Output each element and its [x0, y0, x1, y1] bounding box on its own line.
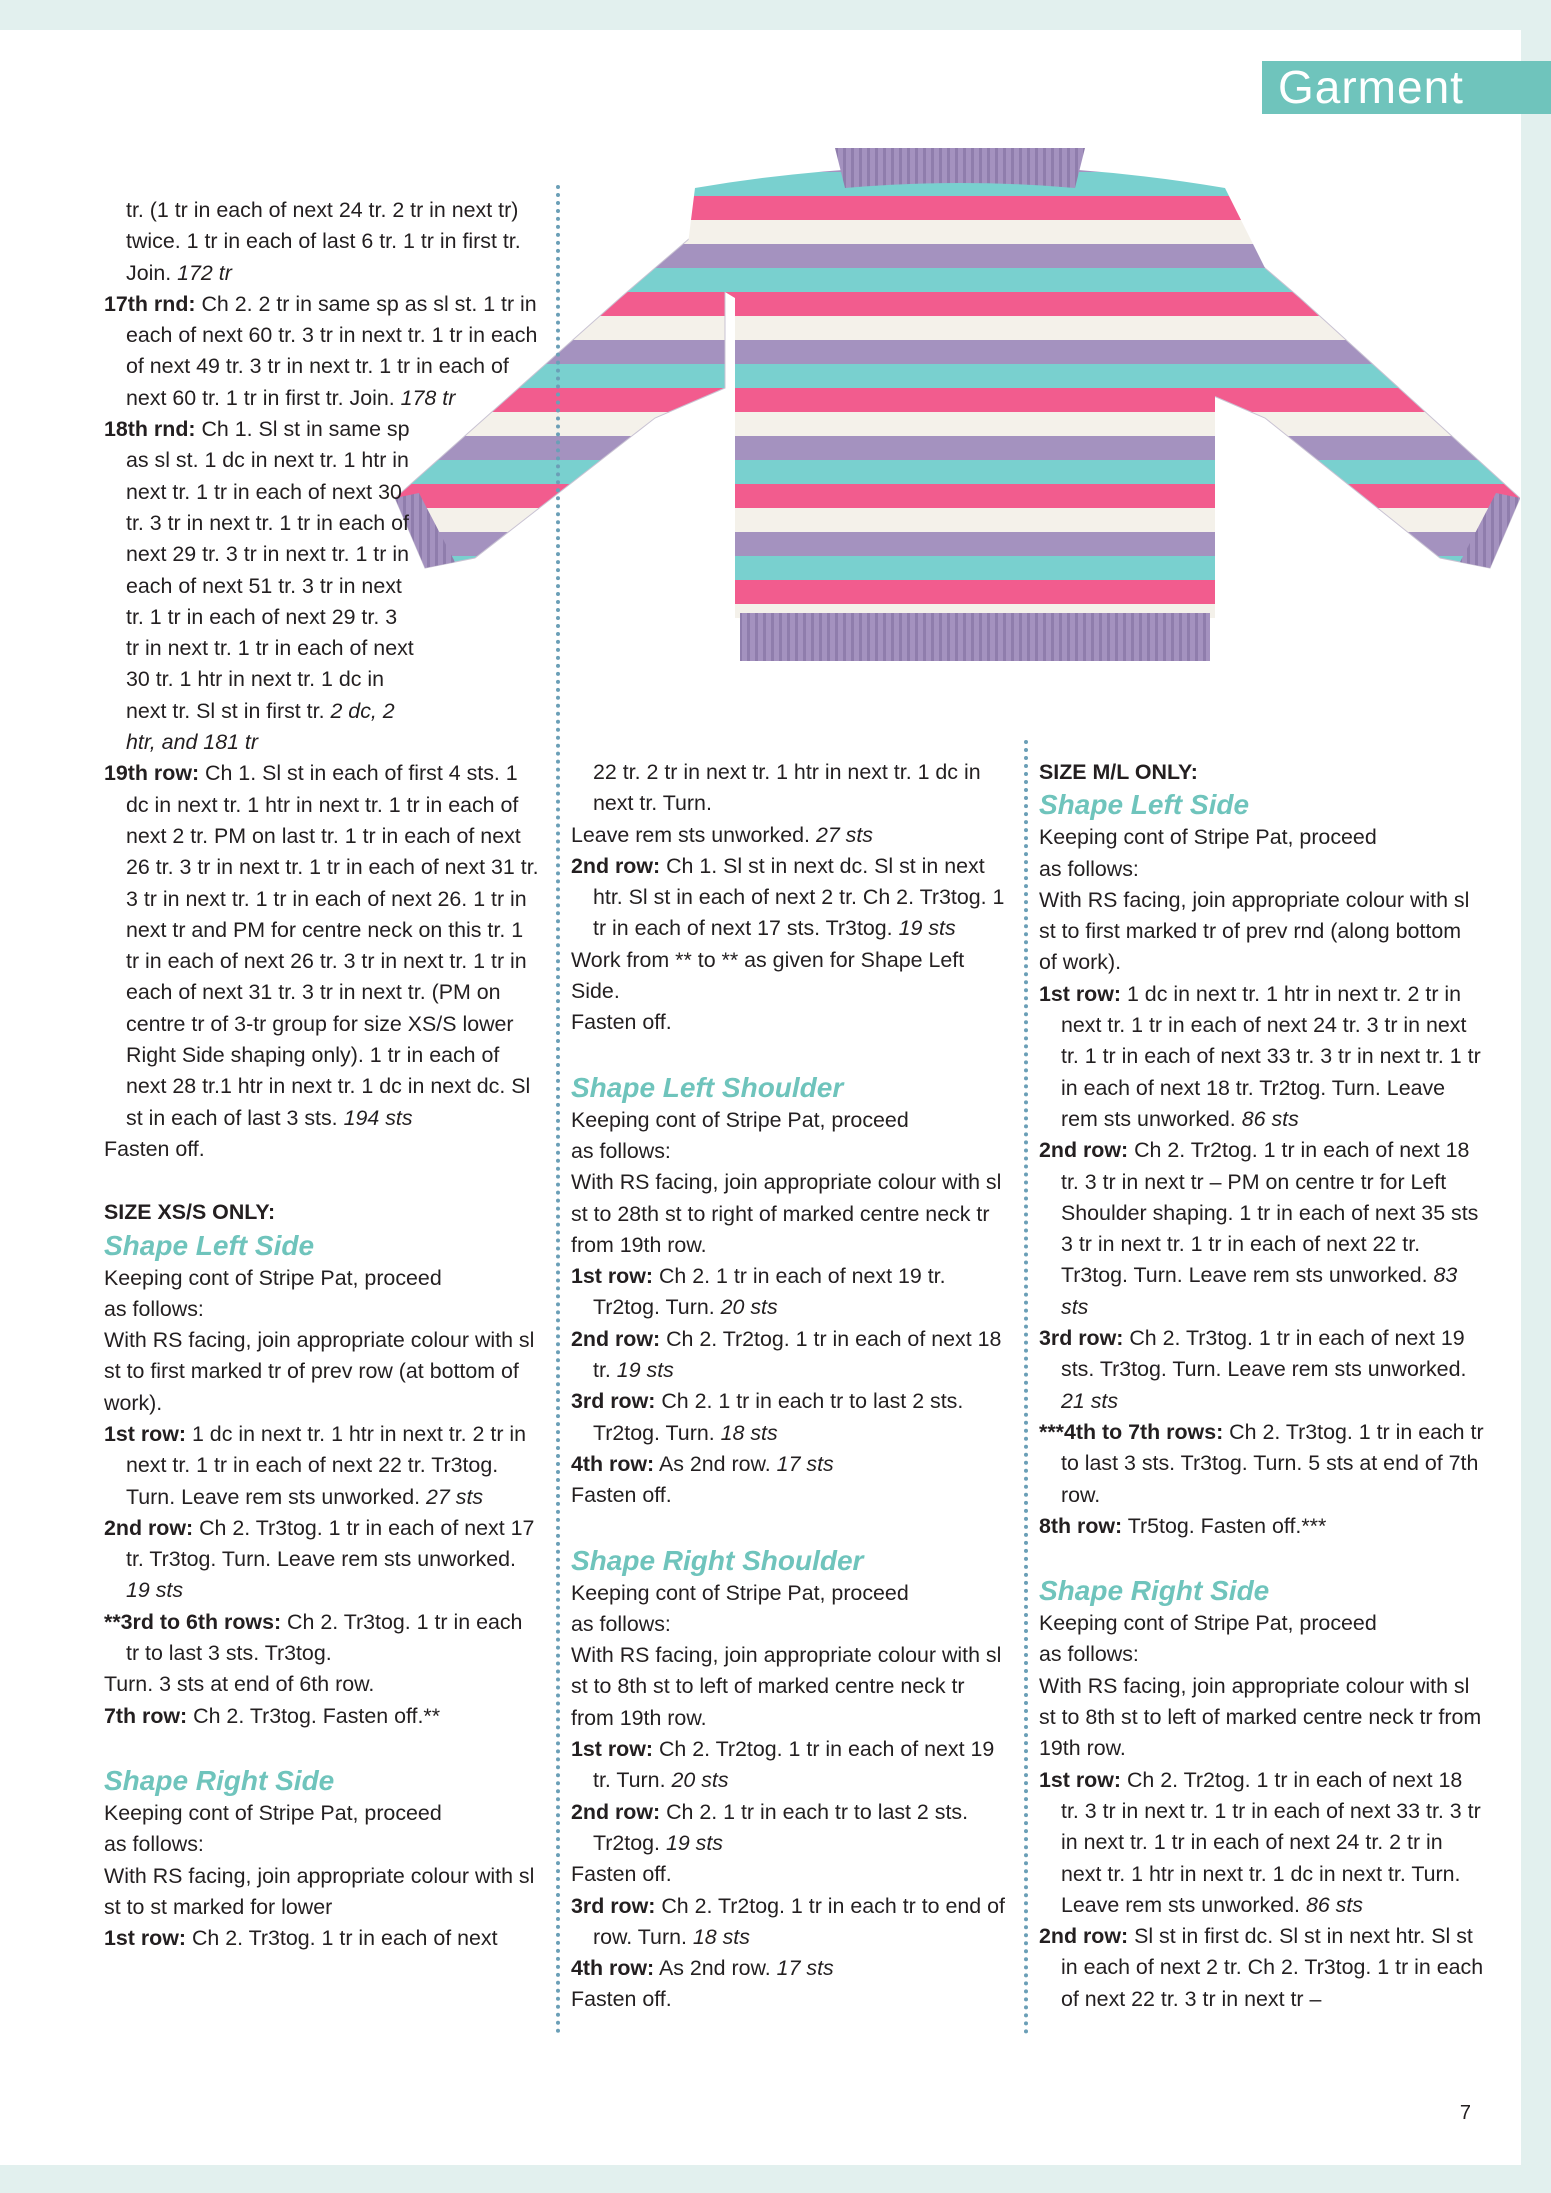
- stitch-count: 27 sts: [426, 1484, 484, 1509]
- instruction-row: [571, 1261, 1009, 1324]
- instruction-row: [104, 1513, 541, 1607]
- row-label: 1st row:: [104, 1926, 187, 1951]
- instruction-row: [571, 1449, 1009, 1480]
- text-span: Ch 1. Sl st in same sp as sl st. 1 dc in next tr. 1 htr in next tr. 1 tr in each of next 30 tr. 3 tr in next tr. 1 tr in each of next 29 tr. 3 tr in next tr. 1 tr in each of next 51 tr. 3 tr in next tr. 1 tr in each of next 29 tr. 3 tr in next tr. 1 tr in each of next 30 tr. 1 htr in next tr. 1 dc in next tr. Sl st in first tr.: [126, 417, 414, 723]
- column-1: [104, 195, 541, 1954]
- text-span: Ch 2. Tr3tog. 1 tr in each of next 17 tr. Tr3tog. Turn. Leave rem sts unworked.: [126, 1515, 535, 1572]
- row-label: 18th rnd:: [104, 417, 196, 442]
- instruction-row-19: [104, 758, 541, 1134]
- section-heading: Shape Right Shoulder: [571, 1544, 864, 1576]
- text-span: As 2nd row.: [654, 1451, 771, 1476]
- text-span: Ch 2. Tr2tog. 1 tr in each of next 19 tr. Turn.: [593, 1737, 995, 1793]
- text-span: Ch 2. Tr2tog. 1 tr in each of next 18 tr. 3 tr in next tr – PM on centre tr for Left Shoulder shaping. 1 tr in each of next 35 sts 3 tr in next tr. 1 tr in each of next 22 tr. Tr3tog. Turn. Leave rem sts unworked.: [1061, 1138, 1479, 1288]
- row-label: 19th row:: [104, 761, 200, 786]
- stitch-count: 19 sts: [126, 1578, 184, 1603]
- text-span: Ch 2. Tr3tog. Fasten off.**: [187, 1703, 441, 1728]
- collar: [835, 148, 1085, 188]
- row-label: **3rd to 6th rows:: [104, 1609, 282, 1634]
- text-span: Ch 2. 1 tr in each tr to last 2 sts. Tr2tog.: [593, 1799, 969, 1855]
- sweater-photo: [395, 148, 1520, 663]
- paragraph: as follows:: [571, 1138, 671, 1163]
- waist-ribbing: [740, 613, 1210, 661]
- section-heading: Shape Right Side: [1039, 1575, 1270, 1607]
- paragraph: as follows:: [1039, 856, 1139, 881]
- fasten-off: Fasten off.: [571, 1987, 672, 2012]
- text-span: 1 dc in next tr. 1 htr in next tr. 2 tr in next tr. 1 tr in each of next 24 tr. 3 tr in next tr. 1 tr in each of next 33 tr. 3 tr in next tr. 1 tr in each of next 18 tr. Tr2tog. Turn. Leave rem sts unworked.: [1061, 981, 1481, 1131]
- paragraph: With RS facing, join appropriate colour with sl st to 8th st to left of marked centre neck tr from 19th row.: [571, 1643, 1002, 1730]
- paragraph: Keeping cont of Stripe Pat, proceed: [571, 1580, 909, 1605]
- stitch-count: 19 sts: [665, 1830, 724, 1855]
- stitch-count: 86 sts: [1241, 1106, 1299, 1131]
- text-span: Ch 2. Tr2tog. 1 tr in each of next 18 tr.: [593, 1326, 1002, 1383]
- text-span: Ch 2. Tr2tog. 1 tr in each of next 18 tr. 3 tr in next tr. 1 tr in each of next 33 tr. 3 tr in next tr. 1 tr in each of next 24 tr. 2 tr in next tr. 1 htr in next tr. 1 dc in next tr. Turn. Leave rem sts unworked.: [1061, 1767, 1481, 1917]
- instruction-row: [1039, 1323, 1484, 1417]
- paragraph: With RS facing, join appropriate colour with sl st to first marked tr of prev rnd (along bottom of work).: [1039, 887, 1470, 975]
- instruction-row: [571, 1324, 1009, 1387]
- instruction-row: [571, 851, 1009, 945]
- text-span: Ch 2. 2 tr in same sp as sl st. 1 tr in each of next 60 tr. 3 tr in next tr. 1 tr in each of next 49 tr. 3 tr in next tr. 1 tr in each of next 60 tr. 1 tr in first tr. Join.: [126, 291, 538, 410]
- paragraph: Keeping cont of Stripe Pat, proceed: [1039, 1611, 1377, 1636]
- text-span: Ch 2. 1 tr in each tr to last 2 sts. Tr2tog. Turn.: [593, 1389, 964, 1445]
- row-label: 1st row:: [1039, 981, 1122, 1006]
- stitch-count: 83 sts: [1061, 1263, 1458, 1319]
- column-3: [1039, 757, 1484, 2015]
- paragraph: Keeping cont of Stripe Pat, proceed: [104, 1800, 442, 1825]
- paragraph: as follows:: [571, 1611, 671, 1636]
- instruction-row: [1039, 979, 1484, 1135]
- text-span: Ch 2. Tr3tog. 1 tr in each of next: [186, 1926, 498, 1951]
- paragraph: [571, 820, 1009, 851]
- stitch-count: 178 tr: [400, 385, 456, 410]
- size-heading: SIZE XS/S ONLY:: [104, 1200, 276, 1225]
- spacer: [104, 1732, 541, 1764]
- instruction-row: [571, 1734, 1009, 1797]
- row-label: 4th row:: [571, 1451, 655, 1476]
- text-span: Ch 2. Tr3tog. 1 tr in each tr to last 3 sts. Tr3tog.: [126, 1609, 523, 1666]
- section-tag: Garment: [1262, 61, 1551, 114]
- stitch-count: 27 sts: [815, 822, 874, 847]
- stitch-count: 194 sts: [343, 1105, 413, 1130]
- stitch-count: 19 sts: [616, 1358, 674, 1383]
- stitch-count: 21 sts: [1061, 1388, 1119, 1413]
- row-label: 3rd row:: [571, 1389, 656, 1414]
- row-label: 1st row:: [1039, 1767, 1122, 1792]
- page-number: 7: [1459, 2102, 1471, 2124]
- instruction-row: [104, 1701, 541, 1732]
- section-heading: Shape Left Shoulder: [571, 1071, 844, 1103]
- row-label: 2nd row:: [104, 1515, 194, 1540]
- text-span: Sl st in first dc. Sl st in next htr. Sl st in each of next 2 tr. Ch 2. Tr3tog. 1 tr in each of next 22 tr. 3 tr in next tr –: [1061, 1924, 1484, 2011]
- text-span: 1 dc in next tr. 1 htr in next tr. 2 tr in next tr. 1 tr in each of next 22 tr. Tr3tog. Turn. Leave rem sts unworked.: [126, 1421, 527, 1509]
- fasten-off: Fasten off.: [571, 1862, 672, 1887]
- section-heading: Shape Right Side: [104, 1764, 335, 1796]
- stitch-count: 18 sts: [692, 1924, 750, 1949]
- paragraph: With RS facing, join appropriate colour with sl st to 28th st to right of marked centre neck tr from 19th row.: [571, 1170, 1002, 1257]
- stitch-count: 18 sts: [720, 1420, 778, 1445]
- row-label: ***4th to 7th rows:: [1039, 1419, 1224, 1444]
- section-heading: Shape Left Side: [1039, 789, 1250, 821]
- fasten-off: Fasten off.: [571, 1483, 672, 1508]
- stitch-count: 19 sts: [898, 916, 956, 941]
- column-divider: [556, 185, 560, 2035]
- row-label: 2nd row:: [1039, 1924, 1129, 1949]
- row-label: 7th row:: [104, 1703, 188, 1728]
- text-span: Ch 2. Tr3tog. 1 tr in each tr to last 3 sts. Tr3tog. Turn. 5 sts at end of 7th row.: [1061, 1419, 1484, 1507]
- size-heading: SIZE M/L ONLY:: [1039, 760, 1198, 784]
- stitch-count: 86 sts: [1305, 1892, 1364, 1917]
- paragraph: Keeping cont of Stripe Pat, proceed: [571, 1107, 909, 1132]
- row-label: 2nd row:: [571, 1799, 661, 1824]
- instruction-row: [571, 1797, 1009, 1860]
- paragraph: Keeping cont of Stripe Pat, proceed: [104, 1265, 442, 1290]
- instruction-row: [1039, 1921, 1484, 2015]
- paragraph: as follows:: [104, 1296, 204, 1321]
- column-2: [571, 757, 1009, 2016]
- row-label: 2nd row:: [571, 1326, 661, 1351]
- section-heading: Shape Left Side: [104, 1229, 315, 1261]
- text-span: Ch 1. Sl st in each of first 4 sts. 1 dc in next tr. 1 htr in next tr. 1 tr in each of next 2 tr. PM on last tr. 1 tr in each of next 26 tr. 3 tr in next tr. 1 tr in each of next 31 tr. 3 tr in next tr. 1 tr in each of next 26. 1 tr in next tr and PM for centre neck on this tr. 1 tr in each of next 26 tr. 3 tr in next tr. 1 tr in each of next 31 tr. 3 tr in next tr. (PM on centre tr of 3-tr group for size XS/S lower Right Side shaping only). 1 tr in each of next 28 tr.1 htr in next tr. 1 dc in next dc. Sl st in each of last 3 sts.: [126, 761, 539, 1130]
- stitch-count: 172 tr: [177, 260, 232, 285]
- spacer: [1039, 1542, 1484, 1574]
- row-label: 1st row:: [104, 1421, 187, 1446]
- instruction-row: [104, 1923, 541, 1954]
- text-span: tr. (1 tr in each of next 24 tr. 2 tr in next tr) twice. 1 tr in each of last 6 tr. 1 tr in first tr. Join.: [126, 198, 521, 285]
- spacer: [571, 1512, 1009, 1544]
- instruction: [104, 195, 541, 289]
- instruction: 22 tr. 2 tr in next tr. 1 htr in next tr. 1 dc in next tr. Turn.: [593, 760, 981, 816]
- paragraph: as follows:: [1039, 1642, 1139, 1667]
- text-span: Ch 2. Tr2tog. 1 tr in each tr to end of row. Turn.: [593, 1893, 1005, 1949]
- instruction-row: [1039, 1135, 1484, 1323]
- column-divider: [1024, 740, 1028, 2035]
- text-span: Leave rem sts unworked.: [571, 822, 810, 847]
- instruction-row: [1039, 1417, 1484, 1511]
- text-span: Tr5tog. Fasten off.***: [1122, 1513, 1327, 1538]
- instruction-row-17: [104, 289, 546, 414]
- paragraph: With RS facing, join appropriate colour with sl st to st marked for lower: [104, 1863, 535, 1919]
- paragraph: With RS facing, join appropriate colour with sl st to 8th st to left of marked centre neck tr from 19th row.: [1039, 1673, 1482, 1761]
- paragraph: With RS facing, join appropriate colour with sl st to first marked tr of prev row (at bottom of work).: [104, 1328, 535, 1415]
- paragraph: Work from ** to ** as given for Shape Left Side.: [571, 947, 965, 1004]
- instruction-row-18: [104, 414, 416, 758]
- text-span: As 2nd row.: [654, 1956, 771, 1981]
- stitch-count: 20 sts: [671, 1768, 729, 1793]
- instruction-row: [1039, 1511, 1484, 1542]
- paragraph: Keeping cont of Stripe Pat, proceed: [1039, 825, 1377, 850]
- text-span: Ch 1. Sl st in next dc. Sl st in next htr. Sl st in each of next 2 tr. Ch 2. Tr3tog. 1 tr in each of next 17 sts. Tr3tog.: [593, 853, 1005, 941]
- row-label: 17th rnd:: [104, 291, 196, 316]
- stitch-count: 17 sts: [776, 1956, 834, 1981]
- row-label: 2nd row:: [1039, 1138, 1129, 1163]
- instruction-row: [571, 1386, 1009, 1449]
- paragraph: Turn. 3 sts at end of 6th row.: [104, 1672, 375, 1697]
- row-label: 8th row:: [1039, 1513, 1123, 1538]
- text-span: Ch 2. Tr3tog. 1 tr in each of next 19 sts. Tr3tog. Turn. Leave rem sts unworked.: [1061, 1326, 1467, 1382]
- instruction-row: [571, 1891, 1009, 1954]
- instruction-row: [104, 1419, 541, 1513]
- spacer: [571, 1039, 1009, 1071]
- spacer: [104, 1165, 541, 1197]
- fasten-off: Fasten off.: [571, 1010, 672, 1035]
- instruction-row: [571, 1953, 1009, 1984]
- row-label: 4th row:: [571, 1956, 655, 1981]
- row-label: 3rd row:: [571, 1893, 656, 1918]
- row-label: 1st row:: [571, 1264, 654, 1289]
- row-label: 2nd row:: [571, 853, 661, 878]
- instruction-row: [104, 1607, 541, 1670]
- stitch-count: 2 dc, 2 htr, and 181 tr: [126, 698, 395, 755]
- row-label: 3rd row:: [1039, 1326, 1124, 1351]
- text-span: Ch 2. 1 tr in each of next 19 tr. Tr2tog. Turn.: [593, 1264, 946, 1320]
- row-label: 1st row:: [571, 1737, 654, 1762]
- paragraph: as follows:: [104, 1832, 204, 1857]
- instruction-row: [1039, 1765, 1484, 1921]
- fasten-off: Fasten off.: [104, 1136, 205, 1161]
- stitch-count: 20 sts: [720, 1295, 778, 1320]
- sweater-body: [685, 166, 1265, 619]
- stitch-count: 17 sts: [776, 1451, 834, 1476]
